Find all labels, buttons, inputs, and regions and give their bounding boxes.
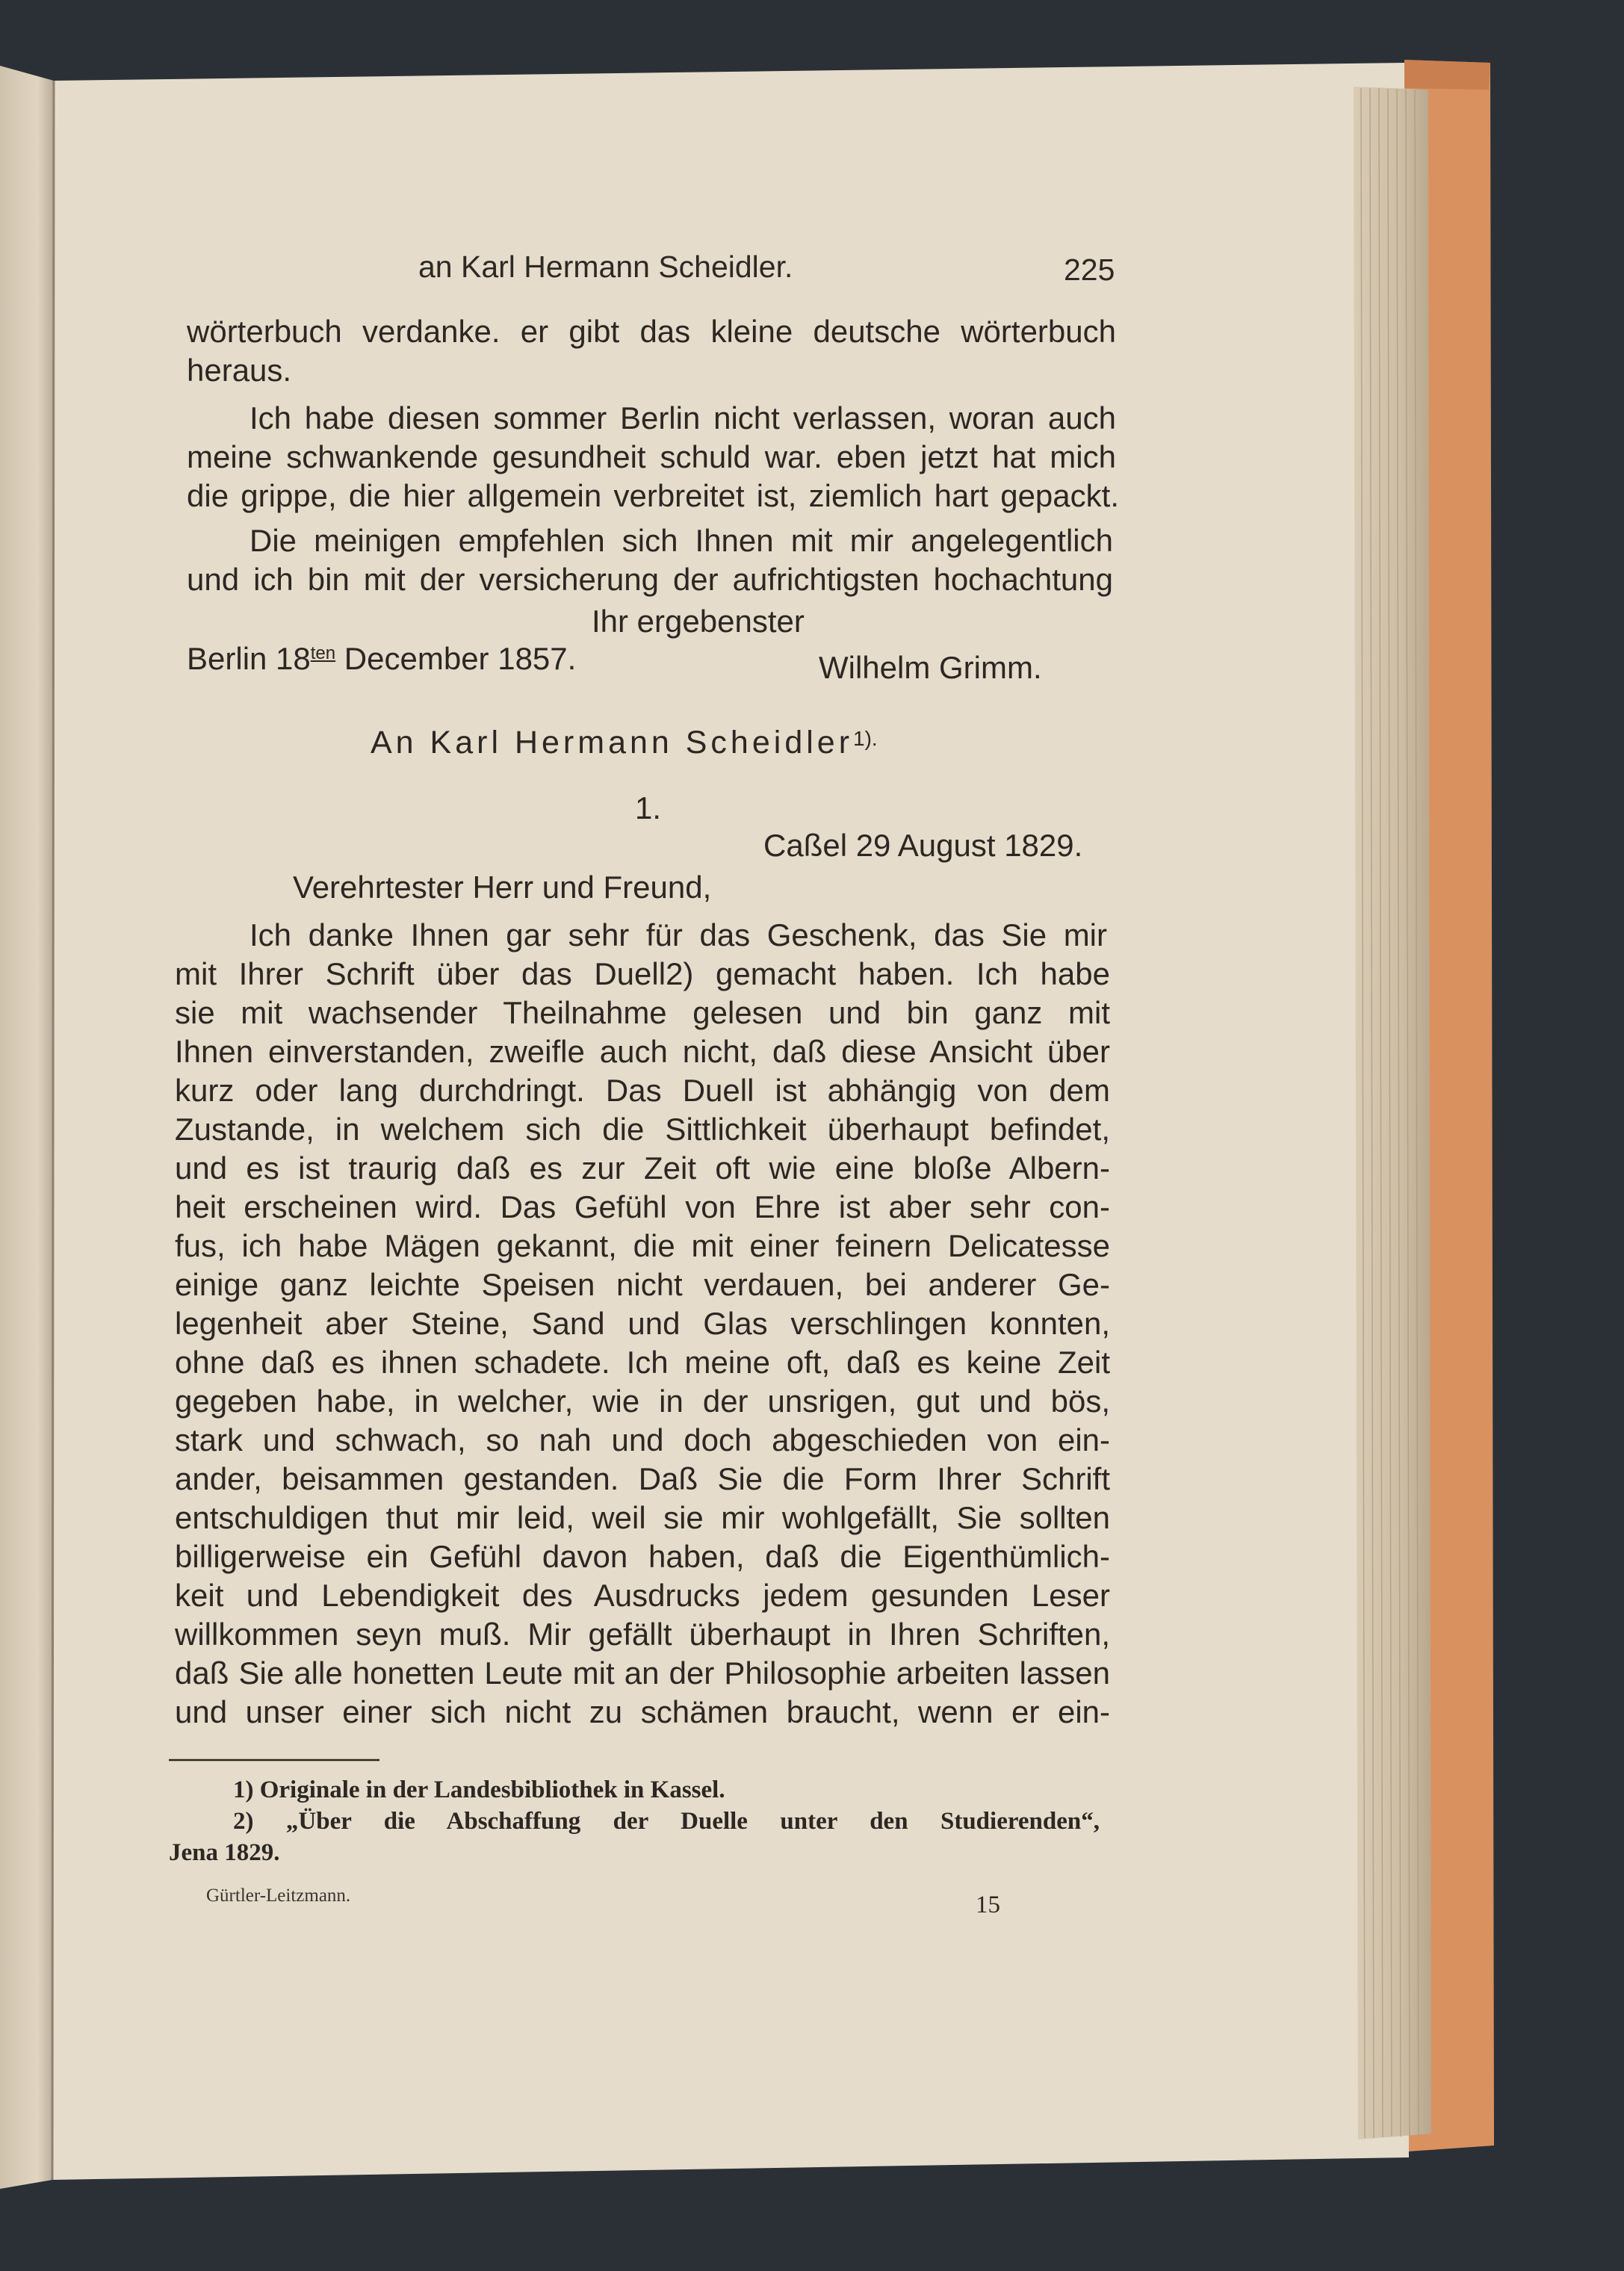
left-page xyxy=(0,66,54,2189)
salutation: Verehrtester Herr und Freund, xyxy=(293,870,712,905)
text-line: Ihnen einverstanden, zweifle auch nicht, daß diese Ansicht über xyxy=(175,1034,1110,1069)
text-line: keit und Lebendigkeit des Ausdrucks jedem gesunden Leser xyxy=(175,1578,1110,1613)
sheet-number: 15 xyxy=(976,1892,1000,1918)
text-line: einige ganz leichte Speisen nicht verdauen, bei anderer Ge- xyxy=(175,1267,1110,1302)
text-line: Ich habe diesen sommer Berlin nicht verlassen, woran auch xyxy=(250,400,1116,436)
text-line: gegeben habe, in welcher, wie in der unsrigen, gut und bös, xyxy=(175,1384,1110,1419)
section-title: An Karl Hermann Scheidler$^{1).}$ xyxy=(371,725,878,760)
text-line: ohne daß es ihnen schadete. Ich meine oft, daß es keine Zeit xyxy=(175,1345,1110,1380)
text-line: billigerweise ein Gefühl davon haben, daß die Eigenthümlich- xyxy=(175,1539,1110,1574)
signature: Wilhelm Grimm. xyxy=(819,650,1042,685)
text-line: Zustande, in welchem sich die Sittlichkeit überhaupt befindet, xyxy=(175,1112,1110,1147)
letter-closing: Ihr ergebenster xyxy=(592,604,805,639)
text-line: sie mit wachsender Theilnahme gelesen und bin ganz mit xyxy=(175,995,1110,1030)
text-line: fus, ich habe Mägen gekannt, die mit einer feinern Delicatesse xyxy=(175,1228,1110,1263)
footnote-1: 1) Originale in der Landesbibliothek in Kassel. xyxy=(233,1776,725,1803)
text-line: und unser einer sich nicht zu schämen braucht, wenn er ein- xyxy=(175,1694,1110,1729)
page-edges xyxy=(1354,87,1431,2140)
text-line: heit erscheinen wird. Das Gefühl von Ehre ist aber sehr con- xyxy=(175,1189,1110,1224)
signature-mark: Gürtler-Leitzmann. xyxy=(206,1886,351,1906)
text-line: Ich danke Ihnen gar sehr für das Geschenk, das Sie mir xyxy=(250,917,1107,952)
text-line: meine schwankende gesundheit schuld war. eben jetzt hat mich xyxy=(187,439,1116,474)
text-line: daß Sie alle honetten Leute mit an der Philosophie arbeiten lassen xyxy=(175,1655,1110,1691)
text-line: kurz oder lang durchdringt. Das Duell ist abhängig von dem xyxy=(175,1073,1110,1108)
letter-number: 1. xyxy=(635,790,662,825)
text-line: willkommen seyn muß. Mir gefällt überhaupt in Ihren Schriften, xyxy=(175,1617,1110,1652)
text-line: die grippe, die hier allgemein verbreitet ist, ziemlich hart gepackt. xyxy=(187,478,1119,513)
page-number: 225 xyxy=(1064,252,1115,287)
text-line: heraus. xyxy=(187,353,292,388)
text-line: mit Ihrer Schrift über das Duell2) gemacht haben. Ich habe xyxy=(175,956,1110,991)
text-line: Die meinigen empfehlen sich Ihnen mit mir angelegentlich xyxy=(250,523,1113,558)
text-line: und ich bin mit der versicherung der aufrichtigsten hochachtung xyxy=(187,562,1113,597)
text-line: entschuldigen thut mir leid, weil sie mir wohlgefällt, Sie sollten xyxy=(175,1500,1110,1535)
footnote-2-continued: Jena 1829. xyxy=(169,1839,280,1866)
text-line: legenheit aber Steine, Sand und Glas verschlingen konnten, xyxy=(175,1306,1110,1341)
footnote-2: 2) „Über die Abschaffung der Duelle unter den Studierenden“, xyxy=(233,1808,1100,1835)
text-line: stark und schwach, so nah und doch abgeschieden von ein- xyxy=(175,1422,1110,1457)
running-head: an Karl Hermann Scheidler. xyxy=(418,250,793,284)
text-line: ander, beisammen gestanden. Daß Sie die Form Ihrer Schrift xyxy=(175,1461,1110,1496)
text-line: und es ist traurig daß es zur Zeit oft wie eine bloße Albern- xyxy=(175,1150,1110,1186)
place-date: Berlin $18^{ten}$ December 1857. xyxy=(187,641,577,676)
text-line: wörterbuch verdanke. er gibt das kleine deutsche wörterbuch xyxy=(187,314,1116,349)
letter-place-date: Caßel 29 August 1829. xyxy=(763,828,1083,863)
